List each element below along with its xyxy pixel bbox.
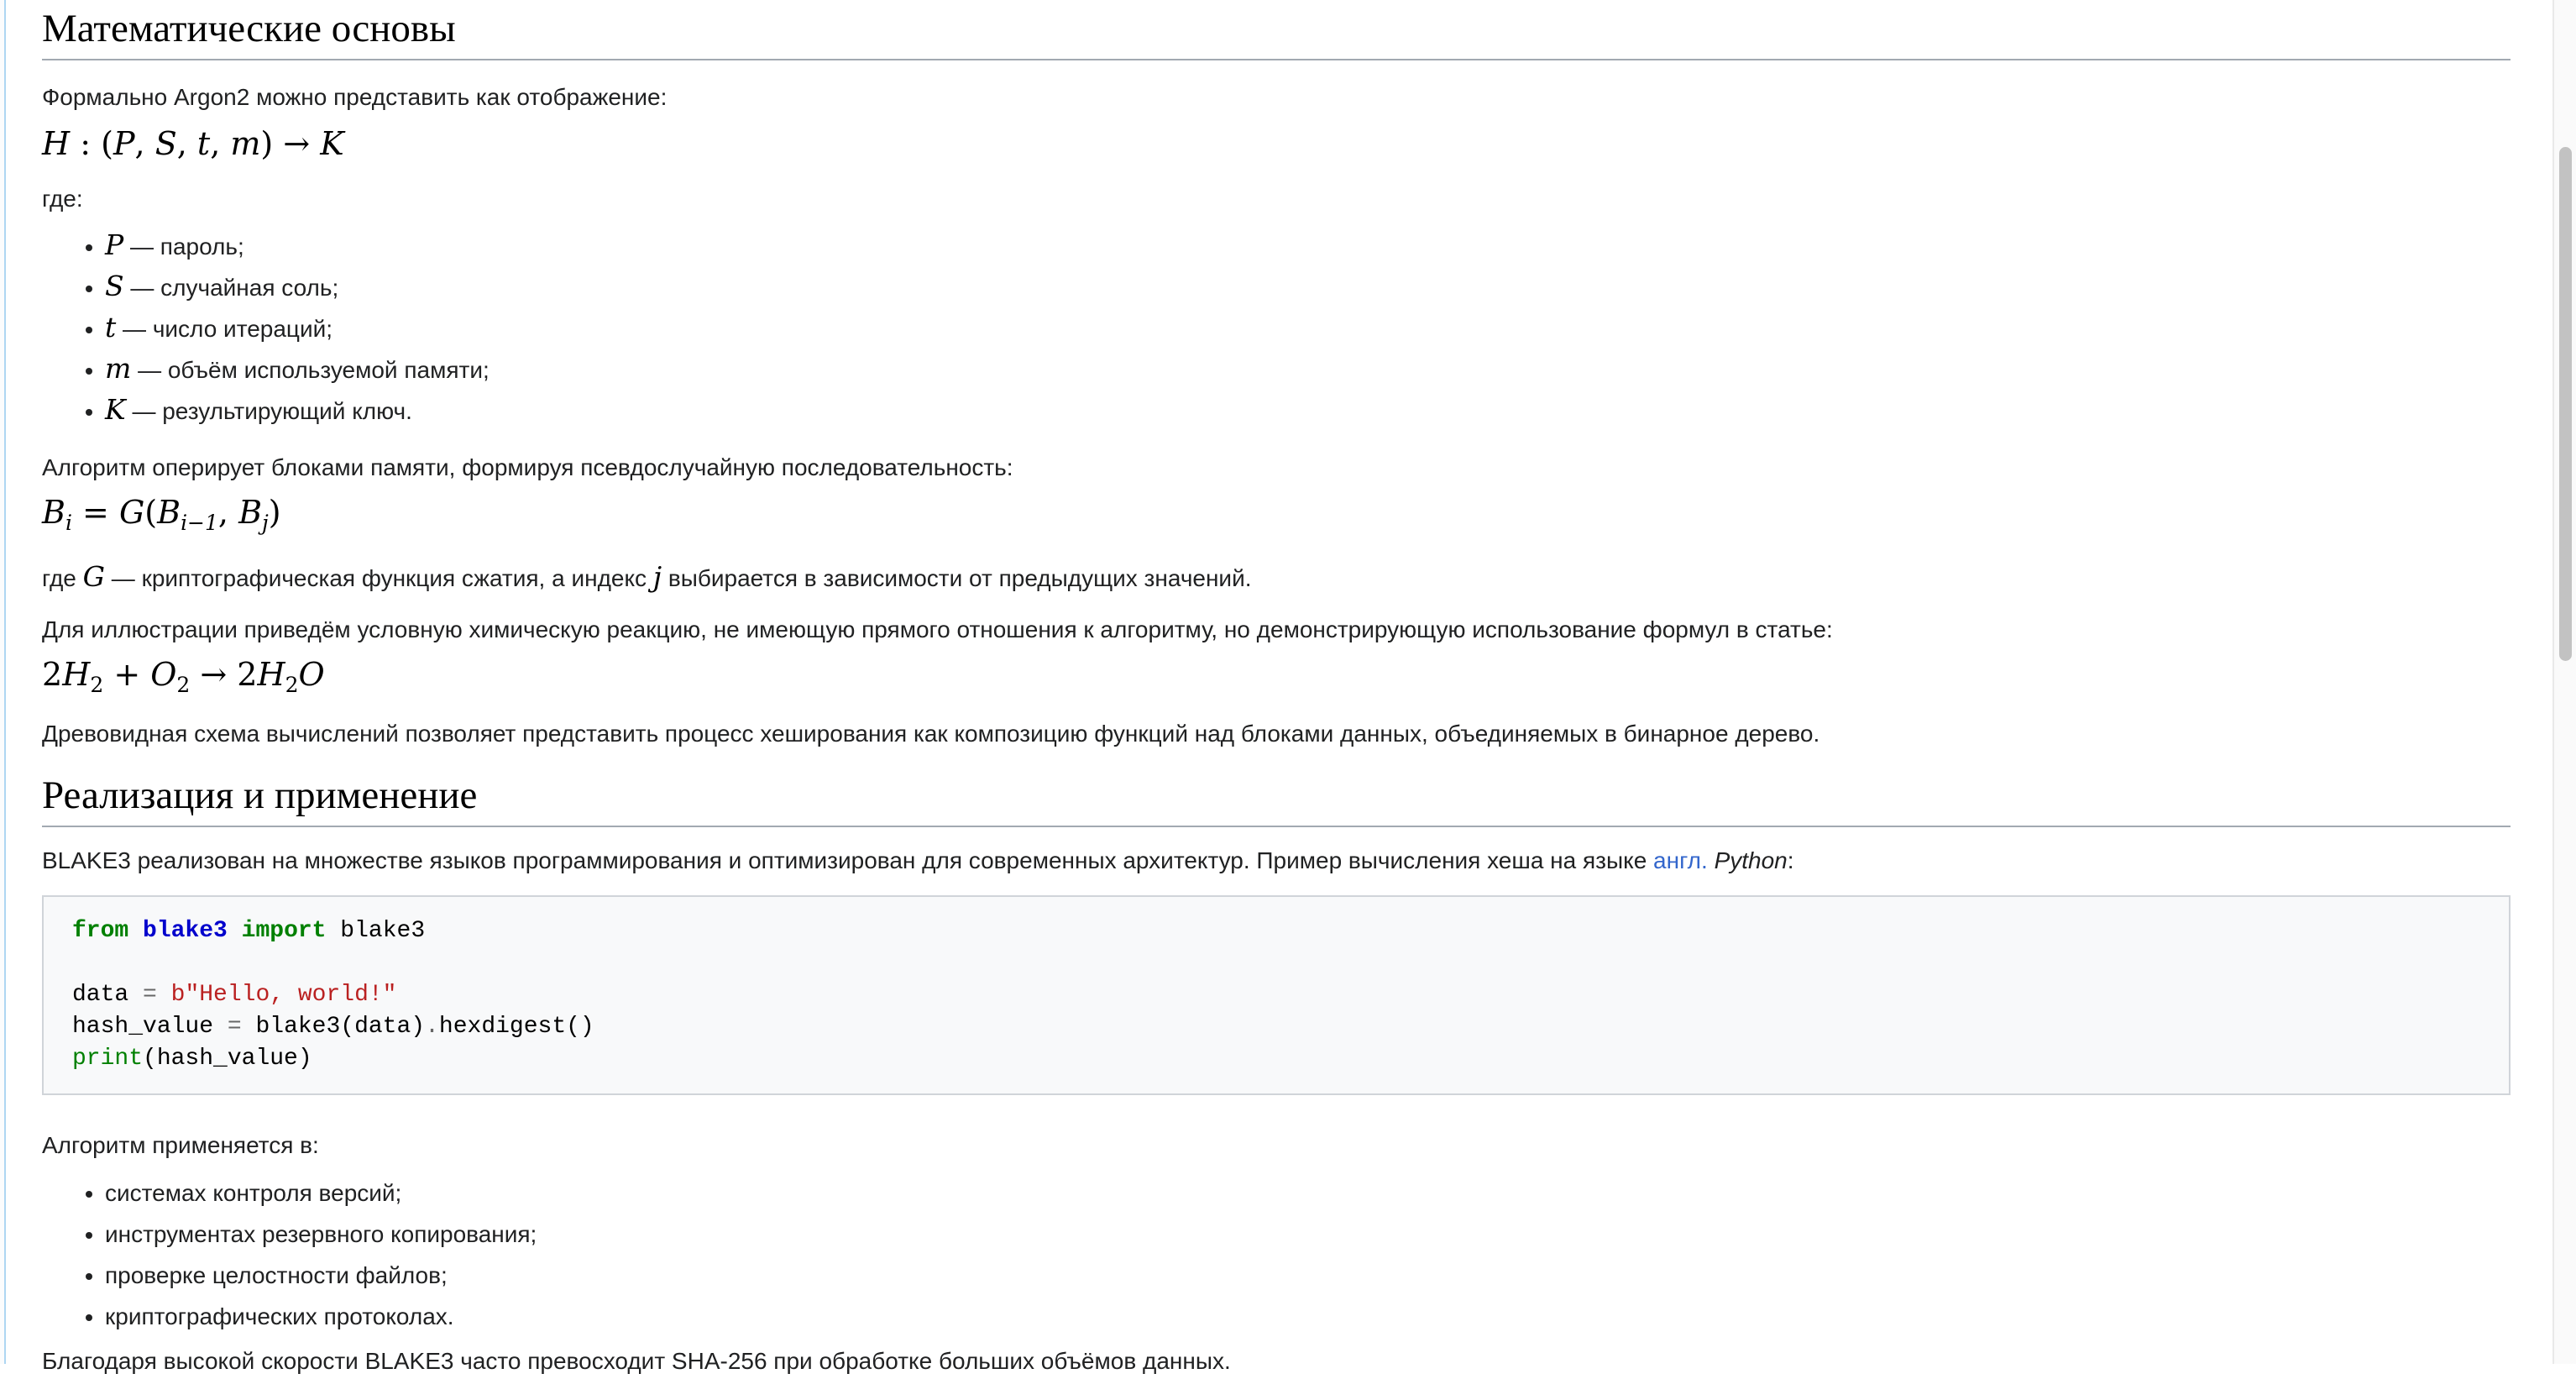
list-item xyxy=(105,350,2511,388)
list-item xyxy=(105,309,2511,347)
math-punct: ( xyxy=(144,494,158,531)
list-parameters xyxy=(42,227,2511,429)
code-token: . xyxy=(425,1014,439,1040)
formula-chemical xyxy=(42,654,2511,705)
math-punct: = xyxy=(71,494,119,531)
list-item: • криптографических протоколах. xyxy=(105,1298,2511,1334)
code-token: hash_value xyxy=(72,1014,228,1040)
list-applications xyxy=(42,1175,2511,1334)
math-var: O xyxy=(150,656,177,693)
math-var: B xyxy=(238,494,263,531)
article-content xyxy=(8,0,2552,1379)
formula-mapping xyxy=(42,123,2511,164)
math-var: H xyxy=(62,656,91,693)
list-item: • системах контроля версий; xyxy=(105,1175,2511,1211)
math-var: O xyxy=(298,656,325,693)
code-token: hexdigest() xyxy=(438,1014,594,1040)
math-var: G xyxy=(82,560,106,593)
math-var: P xyxy=(113,125,135,162)
scrollbar-thumb[interactable] xyxy=(2559,147,2572,661)
math-subscript: i−1 xyxy=(181,511,218,535)
math-subscript: 2 xyxy=(90,673,104,697)
section-heading-math: Математические основы xyxy=(42,5,2511,60)
math-punct: → xyxy=(190,656,238,693)
math-var: m xyxy=(230,125,261,162)
math-subscript: 2 xyxy=(176,673,191,697)
code-block-content xyxy=(72,915,2480,1075)
paragraph-final: Благодаря высокой скорости BLAKE3 часто превосходит SHA-256 при обработке больших объёмов данных. xyxy=(42,1348,1231,1374)
list-item: • проверке целостности файлов; xyxy=(105,1257,2511,1293)
code-token: = xyxy=(143,982,157,1008)
section-heading-impl: Реализация и применение xyxy=(42,772,2511,827)
list-item-text: — результирующий ключ. xyxy=(132,398,412,424)
list-item xyxy=(105,391,2511,429)
math-punct: , xyxy=(210,125,231,162)
math-var: P xyxy=(105,228,124,261)
list-item-text: — пароль; xyxy=(130,233,244,260)
code-token: blake3 xyxy=(326,918,426,944)
paragraph-blocks: Алгоритм оперирует блоками памяти, формируя псевдослучайную последовательность: xyxy=(42,454,1013,480)
code-token xyxy=(128,918,143,944)
content-left-border xyxy=(0,0,6,1364)
list-item-text: — объём используемой памяти; xyxy=(138,357,490,383)
text-part: выбирается в зависимости от предыдущих значений. xyxy=(662,565,1252,591)
math-var: t xyxy=(105,311,117,343)
code-line xyxy=(72,979,2480,1011)
math-punct: , xyxy=(217,494,239,531)
math-var: G xyxy=(118,494,145,531)
code-line xyxy=(72,915,2480,947)
math-punct: , xyxy=(176,125,197,162)
code-token: blake3(data) xyxy=(241,1014,426,1040)
math-var: S xyxy=(105,270,124,302)
math-punct: ) xyxy=(268,494,281,531)
link-angl[interactable]: англ. xyxy=(1653,847,1708,873)
math-var: B xyxy=(157,494,181,531)
math-var: S xyxy=(154,125,177,162)
code-token: data xyxy=(72,982,144,1008)
math-var: H xyxy=(257,656,285,693)
list-item: • инструментах резервного копирования; xyxy=(105,1216,2511,1252)
code-token: import xyxy=(241,918,327,944)
list-item-text: — случайная соль; xyxy=(130,275,339,301)
text-part: : xyxy=(1787,847,1794,873)
code-block xyxy=(42,895,2511,1095)
scrollbar-track[interactable] xyxy=(2552,0,2576,1364)
list-item xyxy=(105,227,2511,265)
code-line xyxy=(72,1011,2480,1043)
code-token: blake3 xyxy=(143,918,228,944)
list-item xyxy=(105,268,2511,306)
code-line xyxy=(72,1043,2480,1075)
code-token: b"Hello, world!" xyxy=(170,982,397,1008)
math-punct: : ( xyxy=(70,125,113,162)
paragraph-tree: Древовидная схема вычислений позволяет представить процесс хеширования как композицию функций над блоками данных, объединяемых в бинарное дерево. xyxy=(42,721,1820,747)
list-item-text: — число итераций; xyxy=(123,316,333,342)
paragraph-intro: Формально Argon2 можно представить как отображение: xyxy=(42,84,668,110)
text-part: BLAKE3 реализован на множестве языков программирования и оптимизирован для современных архитектур. Пример вычисления хеша на языке xyxy=(42,847,1654,873)
math-var: t xyxy=(196,125,211,162)
code-token: print xyxy=(72,1046,144,1072)
math-punct: , xyxy=(134,125,155,162)
math-var: B xyxy=(42,494,65,531)
code-token: from xyxy=(72,918,129,944)
language-name: Python xyxy=(1714,847,1788,873)
math-var: K xyxy=(320,125,344,162)
code-token xyxy=(157,982,171,1008)
formula-recurrence xyxy=(42,492,2511,543)
code-token: = xyxy=(227,1014,242,1040)
code-line xyxy=(72,947,2480,979)
math-var: j xyxy=(652,560,662,593)
code-token: (hash_value) xyxy=(143,1046,312,1072)
math-subscript: j xyxy=(262,511,269,535)
math-var: K xyxy=(105,393,126,426)
paragraph-implementation xyxy=(42,842,2511,878)
paragraph-illustration: Для иллюстрации приведём условную химическую реакцию, не имеющую прямого отношения к алгоритму, но демонстрирующую использование формул в статье: xyxy=(42,616,1833,642)
math-var: H xyxy=(42,125,71,162)
text-part: где xyxy=(42,565,83,591)
code-token xyxy=(228,918,242,944)
math-num: 2 xyxy=(237,656,258,693)
paragraph-where: где: xyxy=(42,186,83,212)
math-subscript: 2 xyxy=(285,673,299,697)
paragraph-where-g xyxy=(42,558,2511,596)
text-part: — криптографическая функция сжатия, а индекс xyxy=(105,565,653,591)
math-punct: ) → xyxy=(260,125,321,162)
math-punct: + xyxy=(103,656,151,693)
math-var: m xyxy=(105,352,132,385)
math-subscript: i xyxy=(65,511,72,535)
paragraph-usage: Алгоритм применяется в: xyxy=(42,1132,319,1158)
math-num: 2 xyxy=(42,656,63,693)
